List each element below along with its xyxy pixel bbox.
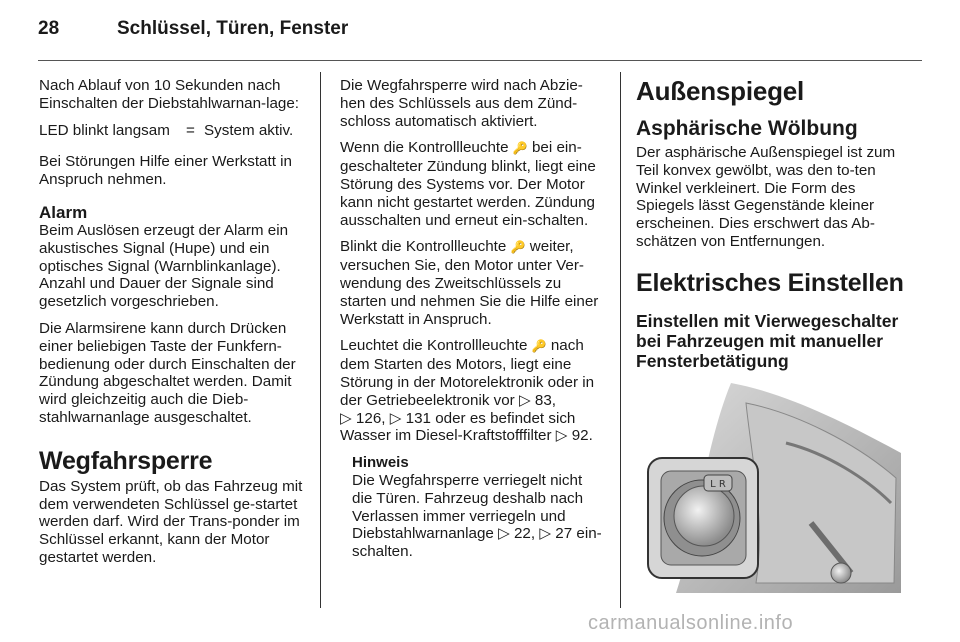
key-car-warning-icon: 🔑: [531, 339, 547, 354]
mirror-switch-illustration: [636, 383, 901, 593]
text: oder es befindet sich Wasser im Diesel-Kraftstofffilter: [340, 409, 576, 445]
column-3: [636, 77, 904, 371]
triangle-right-icon: ▷: [518, 391, 531, 409]
paragraph: [340, 139, 604, 229]
heading-aussenspiegel: Außenspiegel: [636, 76, 805, 106]
paragraph: Leuchtet die Kontrollleuchte 🔑 nach dem Starten des Motors, liegt eine Störung in der Motorelektronik oder in der Getriebeelektronik vor ▷ 83, ▷ 126, ▷ 131 oder es befindet sich Wasser im Diesel-Kraftstofffilter ▷ 92.: [340, 337, 595, 445]
heading-alarm: Alarm: [39, 202, 88, 222]
cross-reference[interactable]: 131: [405, 409, 431, 427]
paragraph: Bei Störungen Hilfe einer Werkstatt in Anspruch nehmen.: [39, 153, 292, 189]
cross-reference[interactable]: 22: [513, 525, 531, 543]
watermark: carmanualsonline.info: [588, 612, 794, 634]
page-number: 28: [38, 18, 60, 39]
led-state: LED blinkt langsam: [39, 121, 170, 139]
paragraph: Das System prüft, ob das Fahrzeug mit dem verwendeten Schlüssel ge-startet werden darf. Wird der Trans-ponder im Schlüssel erkannt, kann der Motor gestartet werden.: [39, 477, 303, 566]
column-divider-2: [620, 72, 621, 608]
page-title: Schlüssel, Türen, Fenster: [117, 18, 349, 39]
paragraph: Beim Auslösen erzeugt der Alarm ein akustisches Signal (Hupe) und ein optisches Signal (Warnblinkanlage). Anzahl und Dauer der Signale sind gesetzlich vorgeschrieben.: [39, 221, 289, 311]
heading-vierwegeschalter: Einstellen mit Vierwegeschalter bei Fahrzeugen mit manueller Fensterbetätigung: [636, 310, 899, 371]
cross-reference[interactable]: 27: [555, 525, 573, 543]
led-meaning: System aktiv.: [204, 121, 294, 139]
heading-asphaerische-woelbung: Asphärische Wölbung: [636, 117, 858, 140]
text: Die Wegfahrsperre verriegelt nicht die Türen. Fahrzeug deshalb nach Verlassen immer verriegeln und Diebstahlwarnanlage: [352, 471, 584, 543]
header-rule: [38, 60, 922, 61]
paragraph: [340, 238, 604, 328]
cross-reference[interactable]: 126: [355, 409, 382, 427]
triangle-right-icon: ▷: [539, 525, 552, 543]
note-text: Die Wegfahrsperre verriegelt nicht die Türen. Fahrzeug deshalb nach Verlassen immer verriegeln und Diebstahlwarnanlage ▷ 22, ▷ 27 ein-schalten.: [352, 471, 602, 561]
column-2: [340, 77, 604, 561]
key-car-warning-icon: 🔑: [512, 141, 528, 156]
paragraph: Die Alarmsirene kann durch Drücken einer beliebigen Taste der Funkfern-bedienung oder durch Einschalten der Zündung abgeschaltet werden. Damit wird gleichzeitig auch die Dieb-stahlwarnanlage ausgeschaltet.: [39, 319, 296, 426]
text: ein-schalten.: [352, 525, 602, 561]
note-heading: Hinweis: [352, 454, 409, 472]
column-divider-1: [320, 72, 321, 608]
text: Blinkt die Kontrollleuchte: [340, 238, 511, 256]
text: bei ein-geschalteter Zündung blinkt, liegt eine Störung des Systems vor. Der Motor kann nicht gestartet werden. Zündung ausschalten und erneut ein-schalten.: [340, 139, 596, 229]
heading-elektrisches-einstellen: Elektrisches Einstellen: [636, 268, 904, 297]
led-status-row: [39, 122, 307, 140]
column-1: [39, 77, 307, 576]
triangle-right-icon: ▷: [389, 409, 402, 427]
triangle-right-icon: ▷: [555, 427, 568, 445]
text: Wenn die Kontrollleuchte: [340, 139, 513, 157]
cross-reference[interactable]: 83: [534, 391, 552, 409]
cross-reference[interactable]: 92: [571, 427, 589, 445]
text: weiter, versuchen Sie, den Motor unter Ver-wendung des Zweitschlüssels zu starten und nehmen Sie die Hilfe einer Werkstatt in Anspruch.: [340, 238, 599, 328]
svg-text:L R: L R: [710, 479, 726, 490]
equals-sign: =: [186, 121, 195, 139]
paragraph: Die Wegfahrsperre wird nach Abzie-hen des Schlüssels aus dem Zünd-schloss automatisch aktiviert.: [340, 77, 583, 130]
paragraph: Nach Ablauf von 10 Sekunden nach Einschalten der Diebstahlwarnan-lage:: [39, 77, 300, 112]
text: Leuchtet die Kontrollleuchte: [340, 337, 532, 355]
key-car-warning-icon: 🔑: [510, 240, 526, 255]
triangle-right-icon: ▷: [340, 409, 352, 427]
note-box: [340, 454, 604, 561]
triangle-right-icon: ▷: [498, 525, 510, 543]
heading-wegfahrsperre: Wegfahrsperre: [39, 446, 213, 475]
paragraph: Der asphärische Außenspiegel ist zum Teil konvex gewölbt, was den to-ten Winkel verkleinert. Die Form des Spiegels lässt Gegenstände kleiner erscheinen. Dies erschwert das Ab-schätzen von Entfernungen.: [636, 144, 896, 250]
text: nach dem Starten des Motors, liegt eine Störung in der Motorelektronik oder in der Getriebeelektronik vor: [340, 337, 595, 409]
